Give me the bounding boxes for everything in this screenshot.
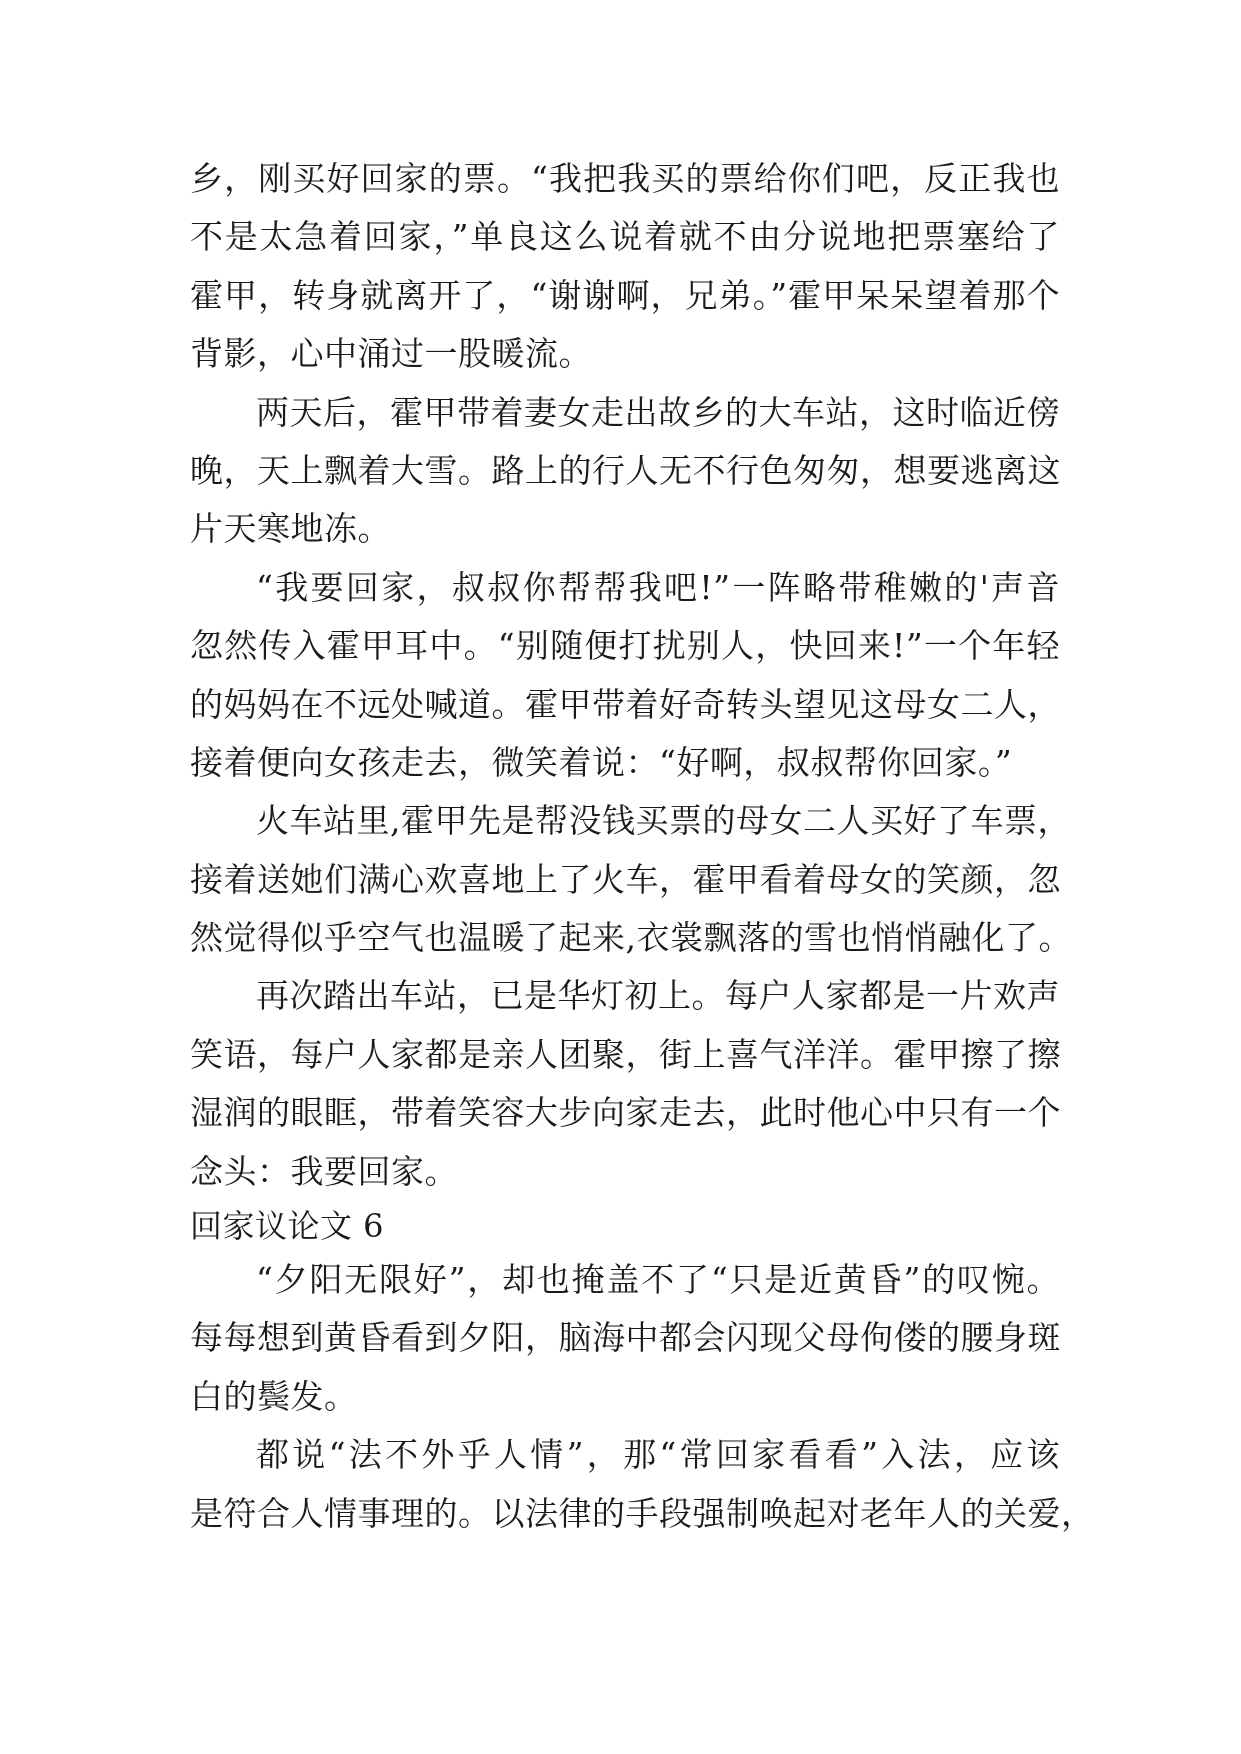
text-line: 笑语，每户人家都是亲人团聚，街上喜气洋洋。霍甲擦了擦 bbox=[190, 1034, 1061, 1074]
text-line: 片天寒地冻。 bbox=[190, 509, 391, 549]
text-line: 是符合人情事理的。以法律的手段强制唤起对老年人的关爱， bbox=[190, 1493, 1095, 1533]
text-line: 霍甲，转身就离开了，“谢谢啊，兄弟。”霍甲呆呆望着那个 bbox=[190, 275, 1060, 315]
text-line: 接着便向女孩走去，微笑着说：“好啊，叔叔帮你回家。” bbox=[190, 742, 1013, 782]
paragraph bbox=[190, 150, 1060, 384]
text-line: 晚，天上飘着大雪。路上的行人无不行色匆匆，想要逃离这 bbox=[190, 450, 1061, 490]
text-line: 都说“法不外乎人情”，那“常回家看看”入法，应该 bbox=[256, 1435, 1060, 1475]
text-line: 白的鬓发。 bbox=[190, 1376, 358, 1416]
text-line: 的妈妈在不远处喊道。霍甲带着好奇转头望见这母女二人， bbox=[190, 684, 1061, 724]
text-line: 火车站里,霍甲先是帮没钱买票的母女二人买好了车票， bbox=[256, 801, 1071, 841]
paragraph bbox=[190, 1251, 1060, 1426]
text-line: 两天后，霍甲带着妻女走出故乡的大车站，这时临近傍 bbox=[256, 392, 1060, 432]
text-line: 背影，心中涌过一股暖流。 bbox=[190, 334, 592, 374]
paragraph bbox=[190, 559, 1060, 793]
paragraph bbox=[190, 967, 1060, 1201]
text-line: 乡，刚买好回家的票。“我把我买的票给你们吧，反正我也 bbox=[190, 159, 1060, 198]
text-line: “夕阳无限好”，却也掩盖不了“只是近黄昏”的叹惋。 bbox=[256, 1260, 1060, 1300]
document-body bbox=[190, 150, 1095, 1543]
paragraph bbox=[190, 384, 1060, 559]
section-heading: 回家议论文 6 bbox=[190, 1207, 385, 1246]
text-line: 每每想到黄昏看到夕阳，脑海中都会闪现父母佝偻的腰身斑 bbox=[190, 1318, 1061, 1358]
text-line: 忽然传入霍甲耳中。“别随便打扰别人，快回来!”一个年轻 bbox=[190, 626, 1060, 666]
text-line: 再次踏出车站，已是华灯初上。每户人家都是一片欢声 bbox=[256, 976, 1060, 1016]
paragraph bbox=[190, 1426, 1095, 1543]
text-line: 念头：我要回家。 bbox=[190, 1151, 458, 1191]
text-line: 不是太急着回家，”单良这么说着就不由分说地把票塞给了 bbox=[190, 217, 1060, 257]
text-line: “我要回家，叔叔你帮帮我吧!”一阵略带稚嫩的'声音 bbox=[256, 567, 1060, 607]
text-line: 接着送她们满心欢喜地上了火车，霍甲看着母女的笑颜，忽 bbox=[190, 859, 1061, 899]
paragraph bbox=[190, 792, 1072, 967]
text-line: 然觉得似乎空气也温暖了起来,衣裳飘落的雪也悄悄融化了。 bbox=[190, 918, 1072, 958]
text-line: 湿润的眼眶，带着笑容大步向家走去，此时他心中只有一个 bbox=[190, 1093, 1061, 1133]
